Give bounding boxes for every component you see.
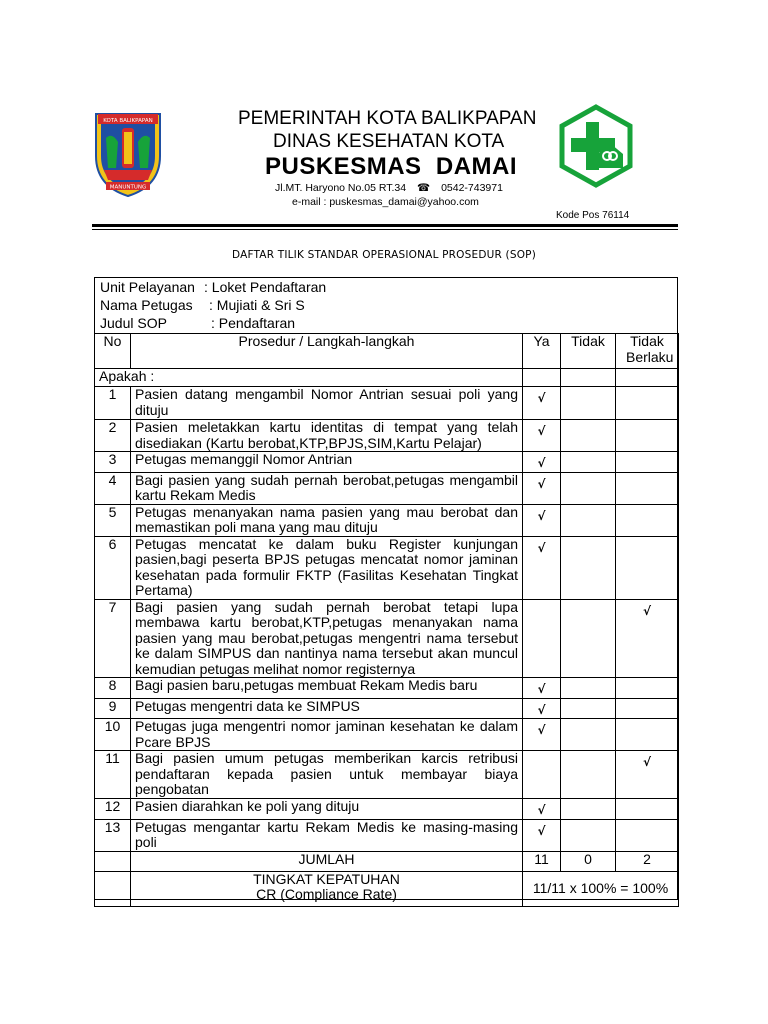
- row-no: 8: [95, 678, 131, 699]
- row-procedure: Pasien meletakkan kartu identitas di tempat yang telah disediakan (Kartu berobat,KTP,BPJS,SIM,Kartu Pelajar): [131, 420, 523, 452]
- row-no: 12: [95, 799, 131, 820]
- row-ya: [523, 536, 561, 599]
- row-procedure: Petugas mengantar kartu Rekam Medis ke masing-masing poli: [131, 819, 523, 851]
- row-ya: [523, 698, 561, 719]
- checklist-body: [95, 334, 679, 907]
- info-sop-value: : Pendaftaran: [211, 315, 296, 331]
- email-line: e-mail : puskesmas_damai@yahoo.com: [292, 196, 479, 208]
- check-mark-icon: √: [537, 540, 546, 555]
- total-spacer: [95, 851, 131, 871]
- row-procedure: Bagi pasien yang sudah pernah berobat tetapi lupa membawa kartu berobat,KTP,petugas menanyakan nama pasien yang mau berobat,petugas mengentri nama tersebut ke dalam SIMPUS dan nantinya nama tersebut akan muncul kemudian petugas melihat nomor registernya: [131, 599, 523, 678]
- compliance-spacer: [95, 871, 131, 906]
- intro-row: [95, 369, 679, 387]
- row-ya: [523, 751, 561, 799]
- row-no: 13: [95, 819, 131, 851]
- table-row: [95, 536, 679, 599]
- check-mark-icon: √: [537, 823, 546, 838]
- row-tidak: [561, 719, 616, 751]
- check-mark-icon: √: [642, 603, 651, 618]
- table-row: [95, 452, 679, 473]
- intro-ya: [523, 369, 561, 387]
- table-row: [95, 719, 679, 751]
- total-row: [95, 851, 679, 871]
- total-tidak: 0: [561, 851, 616, 871]
- row-tidak-berlaku: [616, 599, 679, 678]
- total-tidak-berlaku: 2: [616, 851, 679, 871]
- row-tidak-berlaku: [616, 504, 679, 536]
- row-no: 3: [95, 452, 131, 473]
- intro-tb: [616, 369, 679, 387]
- header-tidak-berlaku: Tidak Berlaku: [616, 334, 679, 369]
- row-ya: [523, 504, 561, 536]
- document-title: DAFTAR TILIK STANDAR OPERASIONAL PROSEDUR (SOP): [231, 249, 537, 261]
- address-line: [275, 182, 503, 194]
- info-petugas-value: : Mujiati & Sri S: [209, 297, 305, 313]
- row-no: 9: [95, 698, 131, 719]
- row-tidak-berlaku: [616, 678, 679, 699]
- table-row: [95, 504, 679, 536]
- check-mark-icon: √: [537, 391, 546, 405]
- row-tidak-berlaku: [616, 452, 679, 473]
- table-row: [95, 698, 679, 719]
- table-row: [95, 472, 679, 504]
- row-procedure: Petugas memanggil Nomor Antrian: [131, 452, 523, 473]
- postal-code: Kode Pos 76114: [556, 210, 630, 221]
- table-row: [95, 420, 679, 452]
- table-row: [95, 678, 679, 699]
- row-tidak-berlaku: [616, 698, 679, 719]
- info-unit: [100, 279, 326, 295]
- header-divider: [92, 224, 678, 227]
- row-no: 4: [95, 472, 131, 504]
- row-tidak: [561, 472, 616, 504]
- sop-checklist-form: [94, 277, 678, 900]
- phone-number: 0542-743971: [441, 182, 503, 194]
- department-name: DINAS KESEHATAN KOTA: [273, 131, 505, 152]
- letterhead: [0, 0, 768, 230]
- puskesmas-name: PUSKESMAS DAMAI: [265, 153, 518, 180]
- puskesmas-logo-icon: [559, 104, 633, 188]
- header-tidak: Tidak: [561, 334, 616, 369]
- row-no: 2: [95, 420, 131, 452]
- total-ya: 11: [523, 851, 561, 871]
- row-no: 10: [95, 719, 131, 751]
- compliance-label-1: TINGKAT KEPATUHAN: [253, 870, 400, 887]
- check-mark-icon: √: [537, 723, 546, 737]
- table-row: [95, 599, 679, 678]
- compliance-label: [131, 871, 523, 906]
- row-ya: [523, 819, 561, 851]
- row-ya: [523, 599, 561, 678]
- intro-label: Apakah :: [95, 369, 523, 387]
- info-unit-label: Unit Pelayanan: [100, 279, 195, 295]
- row-tidak: [561, 452, 616, 473]
- row-tidak: [561, 799, 616, 820]
- row-tidak-berlaku: [616, 536, 679, 599]
- row-procedure: Petugas mencatat ke dalam buku Register kunjungan pasien,bagi peserta BPJS petugas mencatat nomor jaminan kesehatan pada formulir FKTP (Fasilitas Kesehatan Tingkat Pertama): [131, 536, 523, 599]
- row-ya: [523, 799, 561, 820]
- row-tidak: [561, 504, 616, 536]
- checklist-table: [94, 333, 679, 907]
- row-no: 11: [95, 751, 131, 799]
- row-no: 6: [95, 536, 131, 599]
- row-tidak: [561, 698, 616, 719]
- row-tidak: [561, 420, 616, 452]
- row-procedure: Petugas mengentri data ke SIMPUS: [131, 698, 523, 719]
- row-tidak: [561, 536, 616, 599]
- row-tidak-berlaku: [616, 420, 679, 452]
- svg-text:KOTA BALIKPAPAN: KOTA BALIKPAPAN: [103, 118, 153, 124]
- row-procedure: Pasien datang mengambil Nomor Antrian sesuai poli yang dituju: [131, 387, 523, 420]
- row-tidak: [561, 751, 616, 799]
- row-tidak-berlaku: [616, 472, 679, 504]
- row-ya: [523, 472, 561, 504]
- row-procedure: Petugas juga mengentri nomor jaminan kesehatan ke dalam Pcare BPJS: [131, 719, 523, 751]
- check-mark-icon: √: [537, 702, 546, 717]
- row-ya: [523, 420, 561, 452]
- check-mark-icon: √: [537, 424, 546, 438]
- row-tidak: [561, 599, 616, 678]
- info-sop: [100, 315, 295, 331]
- row-tidak-berlaku: [616, 799, 679, 820]
- info-sop-label: Judul SOP: [100, 315, 167, 331]
- row-tidak-berlaku: [616, 751, 679, 799]
- row-tidak: [561, 819, 616, 851]
- row-procedure: Petugas menanyakan nama pasien yang mau berobat dan memastikan poli mana yang mau dituju: [131, 504, 523, 536]
- table-row: [95, 819, 679, 851]
- row-no: 5: [95, 504, 131, 536]
- compliance-row: [95, 871, 679, 906]
- row-tidak-berlaku: [616, 719, 679, 751]
- total-label: JUMLAH: [131, 851, 523, 871]
- row-tidak: [561, 678, 616, 699]
- check-mark-icon: √: [537, 682, 546, 696]
- table-row: [95, 751, 679, 799]
- header-divider-thin: [92, 229, 678, 230]
- check-mark-icon: √: [537, 476, 546, 491]
- svg-text:MANUNTUNG: MANUNTUNG: [109, 184, 147, 191]
- row-tidak: [561, 387, 616, 420]
- row-tidak-berlaku: [616, 387, 679, 420]
- row-no: 7: [95, 599, 131, 678]
- row-ya: [523, 678, 561, 699]
- info-petugas-label: Nama Petugas: [100, 297, 193, 313]
- compliance-value: 11/11 x 100% = 100%: [523, 871, 679, 906]
- check-mark-icon: √: [537, 508, 546, 523]
- row-procedure: Pasien diarahkan ke poli yang dituju: [131, 799, 523, 820]
- intro-tidak: [561, 369, 616, 387]
- row-no: 1: [95, 387, 131, 420]
- info-unit-value: : Loket Pendaftaran: [204, 279, 327, 295]
- government-name: PEMERINTAH KOTA BALIKPAPAN: [238, 108, 537, 129]
- table-header-row: [95, 334, 679, 369]
- row-tidak-berlaku: [616, 819, 679, 851]
- row-procedure: Bagi pasien baru,petugas membuat Rekam Medis baru: [131, 678, 523, 699]
- compliance-label-2: CR (Compliance Rate): [256, 886, 397, 902]
- row-ya: [523, 719, 561, 751]
- table-row: [95, 799, 679, 820]
- header-no: No: [95, 334, 131, 369]
- address-text: Jl.MT. Haryono No.05 RT.34: [275, 182, 407, 194]
- check-mark-icon: √: [537, 456, 546, 470]
- kota-balikpapan-emblem-icon: [92, 108, 164, 198]
- row-ya: [523, 452, 561, 473]
- check-mark-icon: √: [642, 755, 651, 769]
- check-mark-icon: √: [537, 803, 546, 817]
- row-ya: [523, 387, 561, 420]
- row-procedure: Bagi pasien umum petugas memberikan karcis retribusi pendaftaran kepada pasien untuk membayar biaya pengobatan: [131, 751, 523, 799]
- table-row: [95, 387, 679, 420]
- header-ya: Ya: [523, 334, 561, 369]
- row-procedure: Bagi pasien yang sudah pernah berobat,petugas mengambil kartu Rekam Medis: [131, 472, 523, 504]
- phone-icon: ☎: [417, 182, 431, 194]
- info-petugas: [100, 297, 305, 313]
- header-prosedur: Prosedur / Langkah-langkah: [131, 334, 523, 369]
